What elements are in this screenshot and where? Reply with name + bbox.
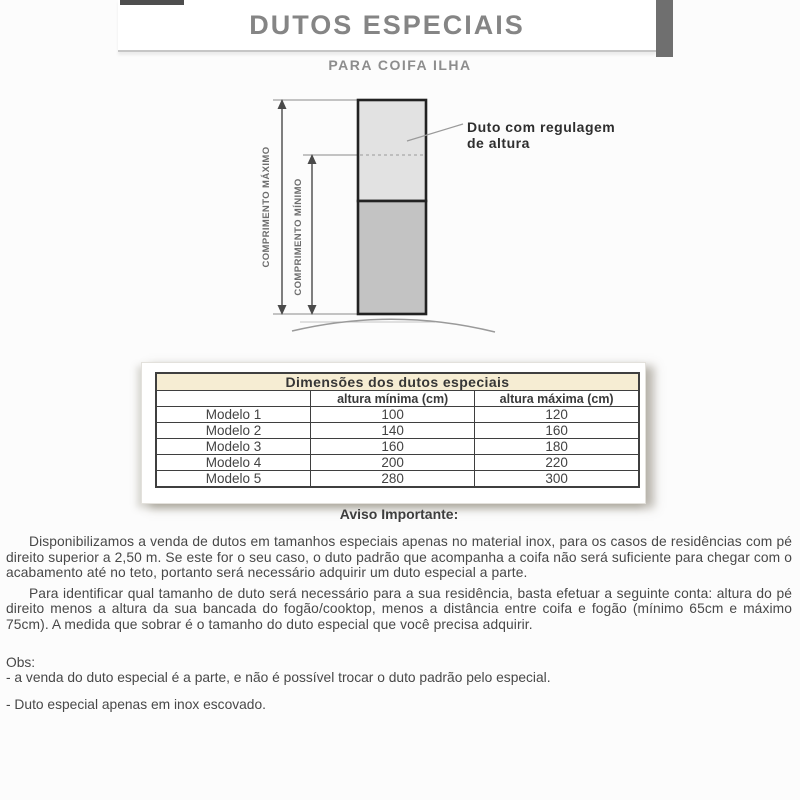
model-cell: Modelo 1 (156, 407, 311, 423)
callout-label-line2: de altura (467, 135, 530, 151)
model-cell: Modelo 3 (156, 439, 311, 455)
dimensions-table-card (141, 362, 646, 504)
notice-paragraph-1: Disponibilizamos a venda de dutos em tamanhos especiais apenas no material inox, para os casos de residências com pé direito superior a 2,50 m. Se este for o seu caso, o duto padrão que acompanha a coifa não será suficiente para chegar com o acabamento até no teto, portanto será necessário adquirir um duto especial a parte. (6, 534, 792, 581)
min-cell: 140 (311, 423, 475, 439)
dimensions-table (155, 372, 640, 488)
table-row (156, 439, 639, 455)
notice-paragraph-2: Para identificar qual tamanho de duto será necessário para a sua residência, basta efetuar a seguinte conta: altura do pé direito menos a altura da sua bancada do fogão/cooktop, menos a distância entre coifa e fogão (mínimo 65cm e máximo 75cm). A medida que sobrar é o tamanho do duto especial que você precisa adquirir. (6, 585, 792, 632)
table-row (156, 423, 639, 439)
page-subtitle: PARA COIFA ILHA (328, 57, 472, 73)
col-header-min-height: altura mínima (cm) (311, 391, 475, 407)
max-cell: 220 (475, 455, 639, 471)
scan-artifact-top-bar (120, 0, 184, 5)
max-cell: 160 (475, 423, 639, 439)
model-cell: Modelo 4 (156, 455, 311, 471)
dimension-extension-lines (273, 100, 358, 314)
col-header-model (156, 391, 311, 407)
table-row (156, 455, 639, 471)
obs-item-2: - Duto especial apenas em inox escovado. (6, 696, 266, 712)
max-length-label: COMPRIMENTO MÁXIMO (261, 146, 272, 268)
max-cell: 120 (475, 407, 639, 423)
table-title-row (156, 373, 639, 391)
min-cell: 160 (311, 439, 475, 455)
min-length-label: COMPRIMENTO MÍNIMO (293, 178, 304, 296)
obs-item-1: - a venda do duto especial é a parte, e não é possível trocar o duto padrão pelo especial. (6, 670, 551, 686)
title-box (118, 0, 656, 52)
max-length-arrow (278, 99, 287, 315)
table-title: Dimensões dos dutos especiais (156, 373, 639, 391)
col-header-max-height: altura máxima (cm) (475, 391, 639, 407)
min-cell: 200 (311, 455, 475, 471)
notice-section (6, 506, 792, 712)
duct-upper-section (358, 100, 426, 201)
max-cell: 300 (475, 471, 639, 488)
min-cell: 280 (311, 471, 475, 488)
table-row (156, 471, 639, 488)
max-cell: 180 (475, 439, 639, 455)
model-cell: Modelo 5 (156, 471, 311, 488)
table-row (156, 407, 639, 423)
duct-lower-section (358, 201, 426, 314)
callout-label-line1: Duto com regulagem (467, 119, 616, 135)
scan-artifact-right-bar (656, 0, 673, 57)
duct-diagram (245, 85, 645, 350)
model-cell: Modelo 2 (156, 423, 311, 439)
hood-arc (292, 319, 495, 332)
min-cell: 100 (311, 407, 475, 423)
notice-heading: Aviso Importante: (339, 506, 459, 522)
obs-label: Obs: (6, 654, 36, 670)
min-length-arrow (308, 154, 317, 315)
table-header-row (156, 391, 639, 407)
page-title: DUTOS ESPECIAIS (249, 10, 525, 40)
